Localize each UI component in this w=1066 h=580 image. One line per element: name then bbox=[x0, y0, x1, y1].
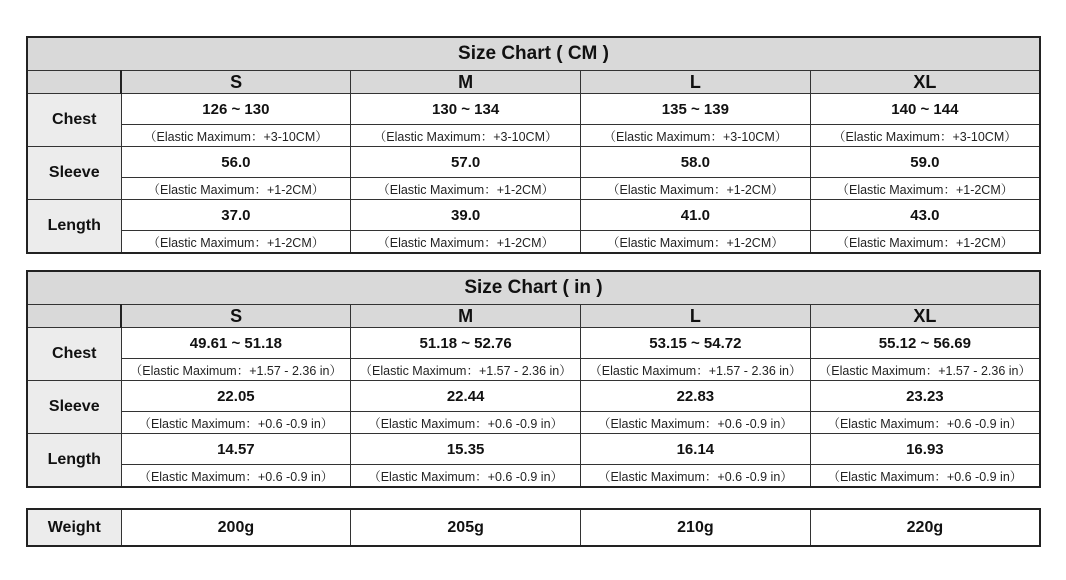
inch-chest-note-row bbox=[27, 359, 1040, 381]
inch-chest-note-m: （Elastic Maximum：+1.57 - 2.36 in） bbox=[351, 359, 581, 381]
inch-sleeve-note-l: （Elastic Maximum：+0.6 -0.9 in） bbox=[581, 412, 811, 434]
inch-header-size-xl: XL bbox=[810, 305, 1040, 328]
inch-length-note-l: （Elastic Maximum：+0.6 -0.9 in） bbox=[581, 465, 811, 488]
inch-chest-m: 51.18 ~ 52.76 bbox=[351, 328, 581, 359]
inch-length-note-m: （Elastic Maximum：+0.6 -0.9 in） bbox=[351, 465, 581, 488]
inch-length-note-s: （Elastic Maximum：+0.6 -0.9 in） bbox=[121, 465, 351, 488]
cm-chest-l: 135 ~ 139 bbox=[581, 94, 811, 125]
cm-sleeve-note-l: （Elastic Maximum：+1-2CM） bbox=[581, 178, 811, 200]
inch-chest-xl: 55.12 ~ 56.69 bbox=[810, 328, 1040, 359]
size-chart-inch-table bbox=[26, 270, 1041, 488]
cm-header-size-l: L bbox=[581, 71, 811, 94]
cm-length-l: 41.0 bbox=[581, 200, 811, 231]
cm-length-note-xl: （Elastic Maximum：+1-2CM） bbox=[810, 231, 1040, 254]
cm-header-size-m: M bbox=[351, 71, 581, 94]
size-chart-cm-table bbox=[26, 36, 1041, 254]
inch-header-size-m: M bbox=[351, 305, 581, 328]
cm-chest-value-row bbox=[27, 94, 1040, 125]
cm-sleeve-l: 58.0 bbox=[581, 147, 811, 178]
inch-header-corner bbox=[27, 305, 121, 328]
inch-sleeve-note-m: （Elastic Maximum：+0.6 -0.9 in） bbox=[351, 412, 581, 434]
inch-chest-s: 49.61 ~ 51.18 bbox=[121, 328, 351, 359]
inch-chest-note-s: （Elastic Maximum：+1.57 - 2.36 in） bbox=[121, 359, 351, 381]
cm-chest-m: 130 ~ 134 bbox=[351, 94, 581, 125]
cm-sleeve-note-m: （Elastic Maximum：+1-2CM） bbox=[351, 178, 581, 200]
cm-length-note-s: （Elastic Maximum：+1-2CM） bbox=[121, 231, 351, 254]
cm-chest-note-row bbox=[27, 125, 1040, 147]
inch-sleeve-note-s: （Elastic Maximum：+0.6 -0.9 in） bbox=[121, 412, 351, 434]
cm-header-corner bbox=[27, 71, 121, 94]
inch-chest-l: 53.15 ~ 54.72 bbox=[581, 328, 811, 359]
inch-chest-value-row bbox=[27, 328, 1040, 359]
inch-header-size-l: L bbox=[581, 305, 811, 328]
inch-sleeve-m: 22.44 bbox=[351, 381, 581, 412]
weight-m: 205g bbox=[351, 509, 581, 546]
cm-length-value-row bbox=[27, 200, 1040, 231]
weight-row-label: Weight bbox=[27, 509, 121, 546]
cm-length-note-row bbox=[27, 231, 1040, 254]
inch-table-title: Size Chart ( in ) bbox=[27, 271, 1040, 305]
cm-length-m: 39.0 bbox=[351, 200, 581, 231]
cm-chest-note-m: （Elastic Maximum：+3-10CM） bbox=[351, 125, 581, 147]
inch-length-l: 16.14 bbox=[581, 434, 811, 465]
cm-sleeve-xl: 59.0 bbox=[810, 147, 1040, 178]
cm-sleeve-m: 57.0 bbox=[351, 147, 581, 178]
cm-row-label-length: Length bbox=[27, 200, 121, 254]
inch-length-s: 14.57 bbox=[121, 434, 351, 465]
inch-sleeve-value-row bbox=[27, 381, 1040, 412]
cm-length-note-l: （Elastic Maximum：+1-2CM） bbox=[581, 231, 811, 254]
inch-length-xl: 16.93 bbox=[810, 434, 1040, 465]
inch-header-size-s: S bbox=[121, 305, 351, 328]
cm-header-size-xl: XL bbox=[810, 71, 1040, 94]
inch-sleeve-note-xl: （Elastic Maximum：+0.6 -0.9 in） bbox=[810, 412, 1040, 434]
cm-table-title: Size Chart ( CM ) bbox=[27, 37, 1040, 71]
inch-length-note-row bbox=[27, 465, 1040, 488]
inch-length-m: 15.35 bbox=[351, 434, 581, 465]
cm-sleeve-note-s: （Elastic Maximum：+1-2CM） bbox=[121, 178, 351, 200]
cm-sleeve-value-row bbox=[27, 147, 1040, 178]
cm-row-label-chest: Chest bbox=[27, 94, 121, 147]
inch-sleeve-l: 22.83 bbox=[581, 381, 811, 412]
cm-row-label-sleeve: Sleeve bbox=[27, 147, 121, 200]
cm-length-note-m: （Elastic Maximum：+1-2CM） bbox=[351, 231, 581, 254]
weight-l: 210g bbox=[581, 509, 811, 546]
inch-sleeve-xl: 23.23 bbox=[810, 381, 1040, 412]
cm-length-s: 37.0 bbox=[121, 200, 351, 231]
cm-chest-xl: 140 ~ 144 bbox=[810, 94, 1040, 125]
cm-chest-note-l: （Elastic Maximum：+3-10CM） bbox=[581, 125, 811, 147]
weight-s: 200g bbox=[121, 509, 351, 546]
inch-chest-note-l: （Elastic Maximum：+1.57 - 2.36 in） bbox=[581, 359, 811, 381]
weight-row bbox=[27, 509, 1040, 546]
inch-length-value-row bbox=[27, 434, 1040, 465]
cm-chest-note-s: （Elastic Maximum：+3-10CM） bbox=[121, 125, 351, 147]
cm-chest-s: 126 ~ 130 bbox=[121, 94, 351, 125]
cm-sleeve-s: 56.0 bbox=[121, 147, 351, 178]
inch-row-label-length: Length bbox=[27, 434, 121, 488]
inch-sleeve-note-row bbox=[27, 412, 1040, 434]
inch-row-label-chest: Chest bbox=[27, 328, 121, 381]
weight-xl: 220g bbox=[810, 509, 1040, 546]
cm-sleeve-note-xl: （Elastic Maximum：+1-2CM） bbox=[810, 178, 1040, 200]
inch-chest-note-xl: （Elastic Maximum：+1.57 - 2.36 in） bbox=[810, 359, 1040, 381]
cm-length-xl: 43.0 bbox=[810, 200, 1040, 231]
cm-sleeve-note-row bbox=[27, 178, 1040, 200]
weight-table bbox=[26, 508, 1041, 547]
inch-sleeve-s: 22.05 bbox=[121, 381, 351, 412]
inch-row-label-sleeve: Sleeve bbox=[27, 381, 121, 434]
cm-chest-note-xl: （Elastic Maximum：+3-10CM） bbox=[810, 125, 1040, 147]
inch-length-note-xl: （Elastic Maximum：+0.6 -0.9 in） bbox=[810, 465, 1040, 488]
cm-header-size-s: S bbox=[121, 71, 351, 94]
